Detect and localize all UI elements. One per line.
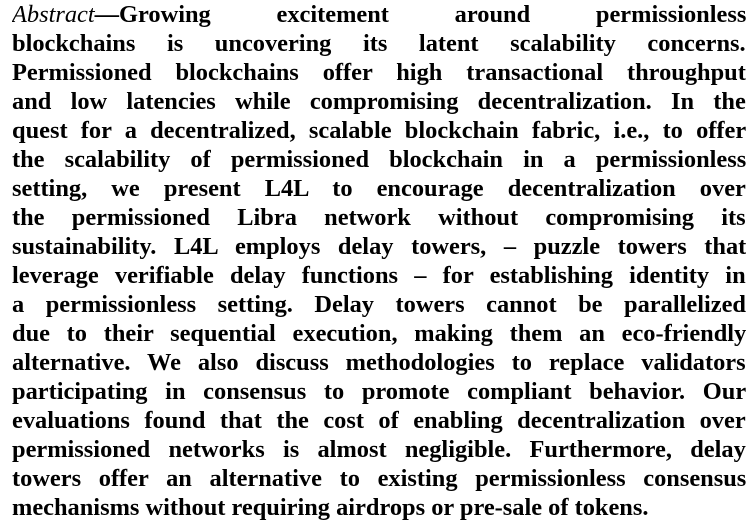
abstract-line-14: participating in consensus to promote compliant behavior. Our (12, 378, 746, 405)
abstract-line-10: leverage verifiable delay functions – for establishing identity in (12, 262, 746, 289)
abstract-line-1-text: —Growing excitement around permissionless (94, 1, 746, 28)
abstract-line-4: and low latencies while compromising decentralization. In the (12, 88, 746, 115)
abstract-line-6: the scalability of permissioned blockchain in a permissionless (12, 146, 746, 173)
abstract-line-8: the permissioned Libra network without compromising its (12, 204, 746, 231)
abstract-line-16: permissioned networks is almost negligible. Furthermore, delay (12, 436, 746, 463)
abstract-line-5: quest for a decentralized, scalable blockchain fabric, i.e., to offer (12, 117, 746, 144)
abstract-line-9: sustainability. L4L employs delay towers, – puzzle towers that (12, 233, 746, 260)
abstract-line-3: Permissioned blockchains offer high transactional throughput (12, 59, 746, 86)
abstract-line-17: towers offer an alternative to existing permissionless consensus (12, 465, 746, 492)
abstract-label: Abstract (12, 1, 95, 28)
abstract-line-13: alternative. We also discuss methodologies to replace validators (12, 349, 746, 376)
abstract-line-15: evaluations found that the cost of enabling decentralization over (12, 407, 746, 434)
abstract-line-12: due to their sequential execution, making them an eco-friendly (12, 320, 746, 347)
abstract-line-7: setting, we present L4L to encourage decentralization over (12, 175, 746, 202)
abstract-line-1 (12, 0, 746, 29)
abstract-line-2: blockchains is uncovering its latent scalability concerns. (12, 30, 746, 57)
abstract-line-18: mechanisms without requiring airdrops or pre-sale of tokens. (12, 494, 649, 521)
abstract-section (12, 0, 746, 522)
abstract-line-11: a permissionless setting. Delay towers cannot be parallelized (12, 291, 746, 318)
